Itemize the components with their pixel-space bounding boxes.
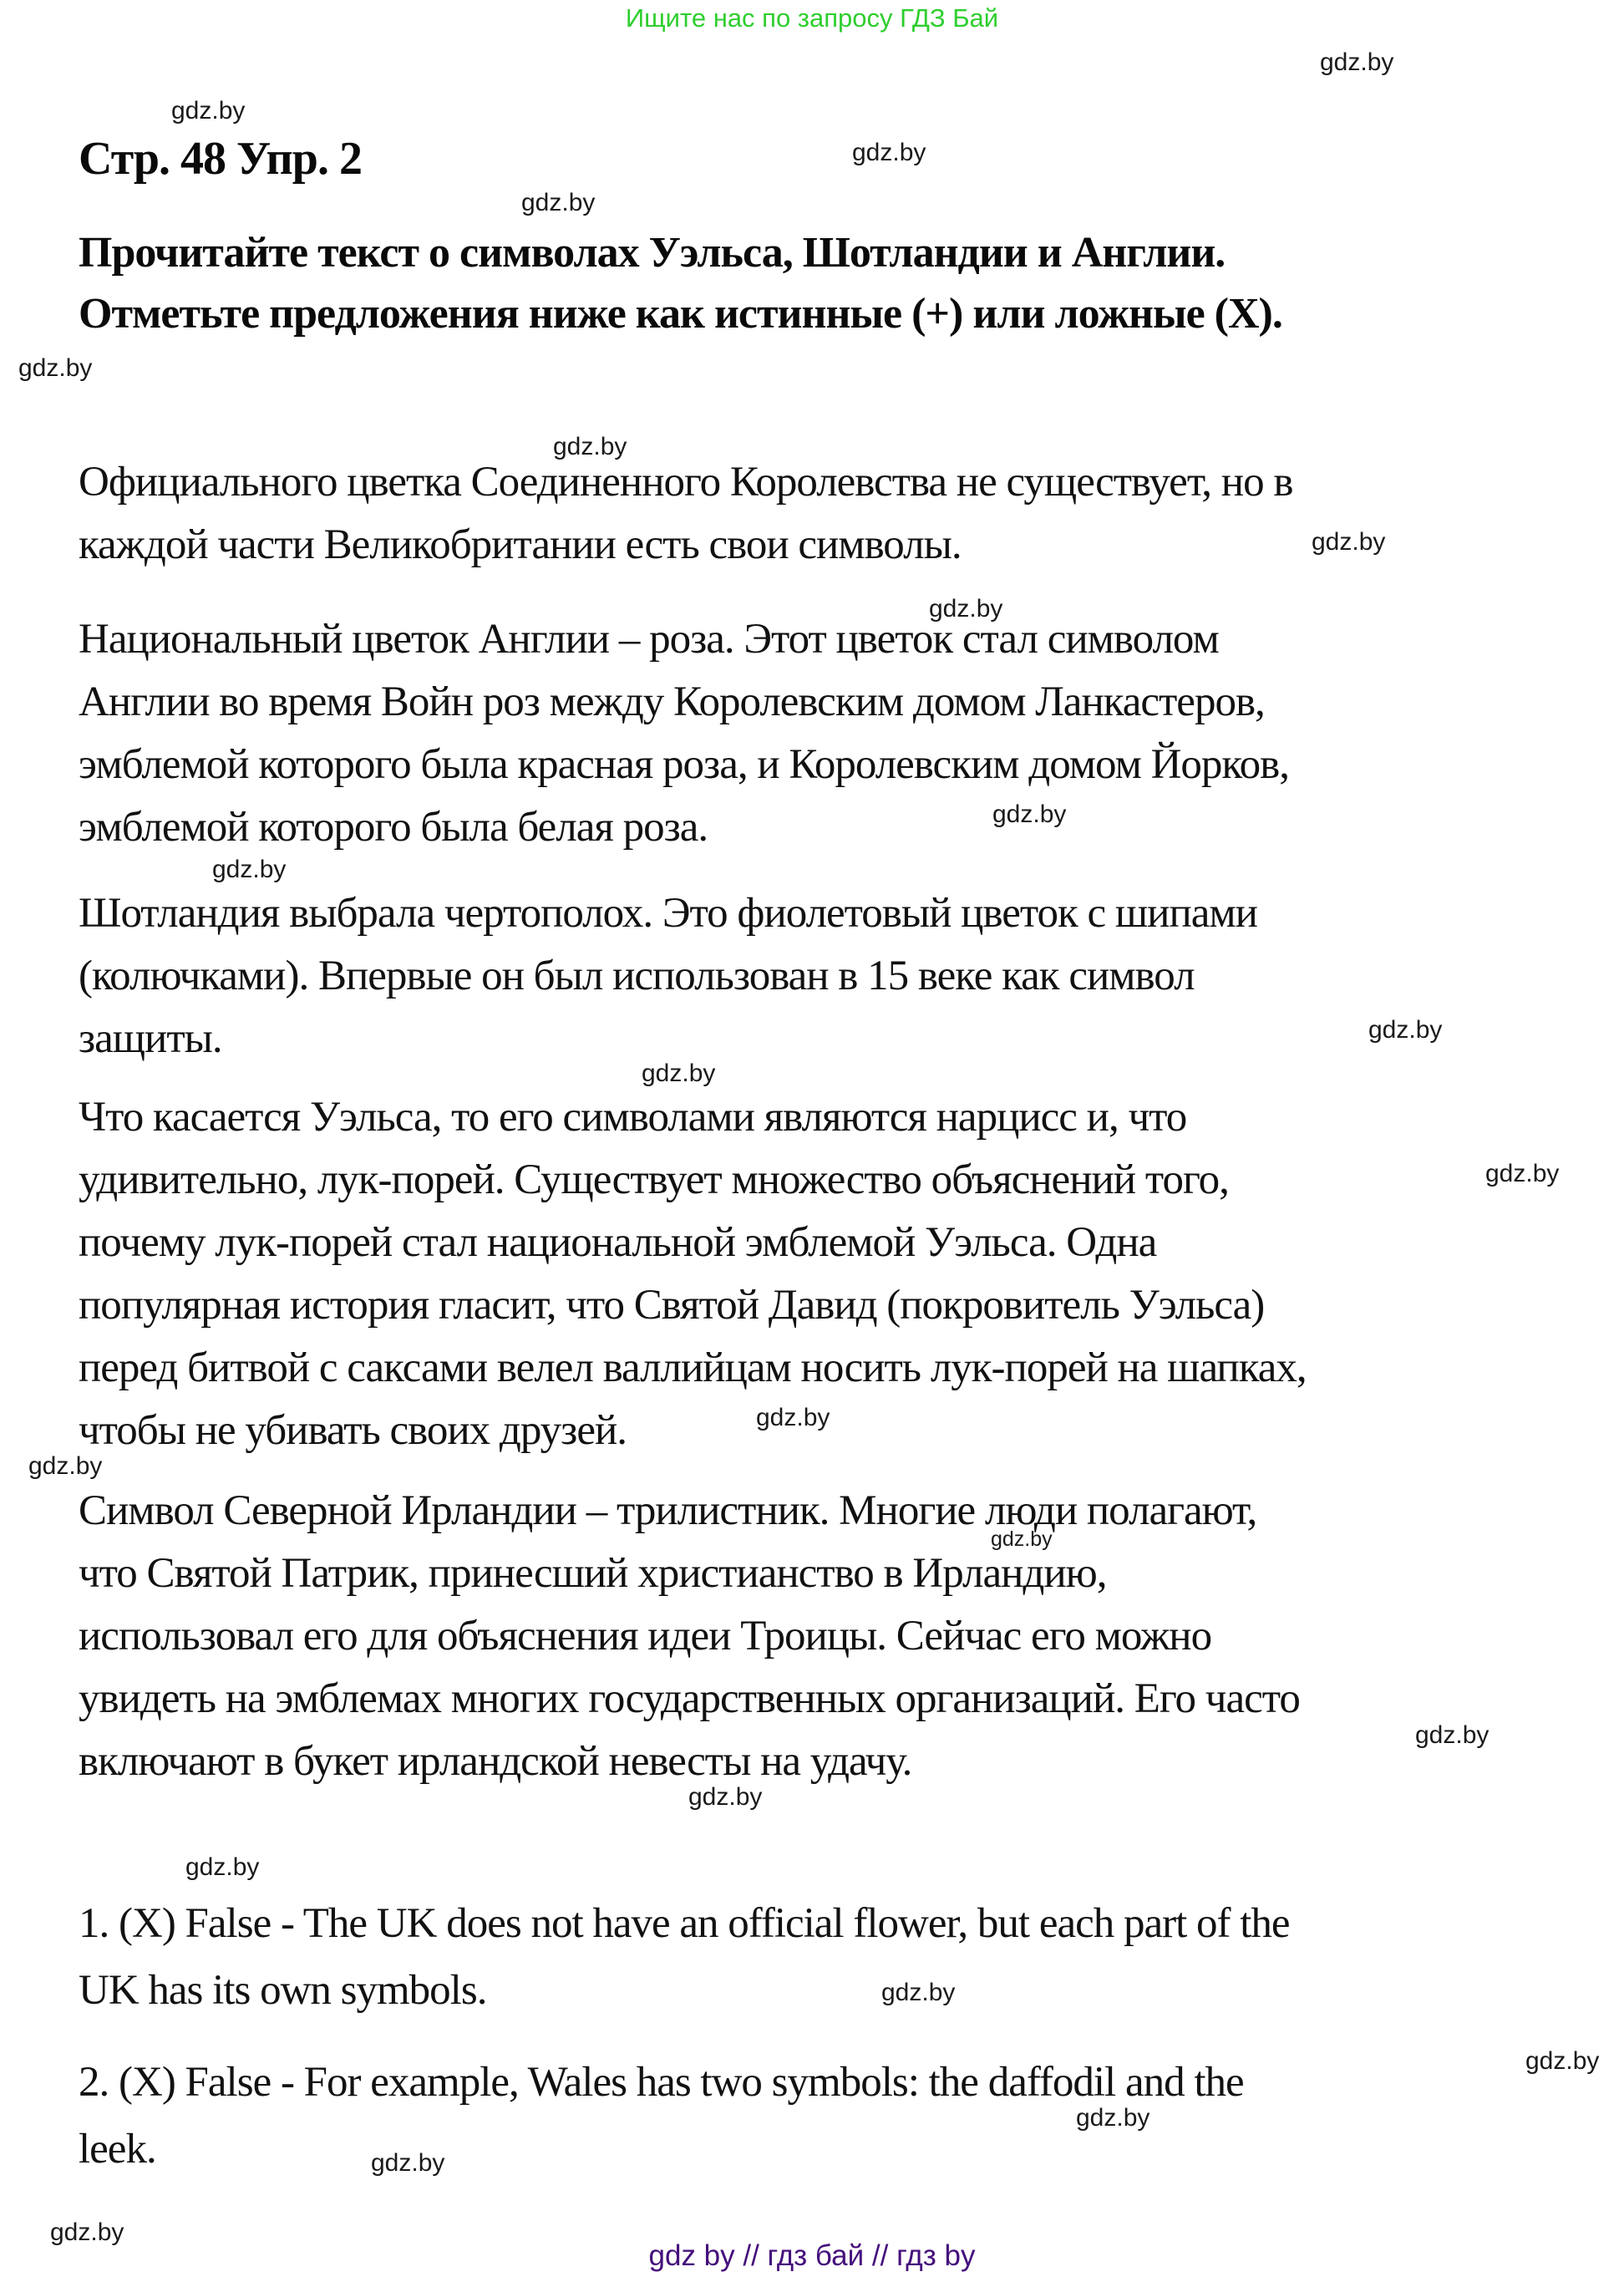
gdz-watermark: gdz.by: [1312, 528, 1386, 556]
gdz-watermark: gdz.by: [50, 2218, 124, 2246]
gdz-watermark: gdz.by: [1076, 2104, 1150, 2132]
answer-1: [79, 1890, 1290, 2024]
paragraph-line: популярная история гласит, что Святой Давид (покровитель Уэльса): [79, 1282, 1265, 1329]
paragraph-line: включают в букет ирландской невесты на удачу.: [79, 1738, 912, 1785]
paragraph-line: увидеть на эмблемах многих государственных организаций. Его часто: [79, 1675, 1300, 1722]
task-heading-line: Прочитайте текст о символах Уэльса, Шотландии и Англии.: [79, 229, 1226, 277]
paragraph-line: удивительно, лук-порей. Существует множество объяснений того,: [79, 1156, 1229, 1203]
footer-links: gdz by // гдз бай // гдз by: [648, 2239, 976, 2272]
task-heading: [79, 222, 1282, 344]
task-heading-line: Отметьте предложения ниже как истинные (+) или ложные (X).: [79, 290, 1282, 338]
paragraph-line: эмблемой которого была красная роза, и Королевским домом Йорков,: [79, 741, 1289, 788]
gdz-watermark: gdz.by: [1485, 1160, 1560, 1187]
paragraph-scotland-thistle: [79, 882, 1257, 1070]
paragraph-line: чтобы не убивать своих друзей.: [79, 1407, 627, 1454]
paragraph-line: Шотландия выбрала чертополох. Это фиолетовый цветок с шипами: [79, 890, 1257, 937]
gdz-watermark: gdz.by: [688, 1783, 763, 1811]
paragraph-line: использовал его для объяснения идеи Троицы. Сейчас его можно: [79, 1613, 1212, 1659]
paragraph-line: Англии во время Войн роз между Королевским домом Ланкастеров,: [79, 679, 1265, 725]
gdz-watermark: gdz.by: [371, 2149, 445, 2177]
answer-line: leek.: [79, 2126, 156, 2173]
paragraph-uk-flower: [79, 451, 1292, 577]
paragraph-line: каждой части Великобритании есть свои символы.: [79, 521, 962, 568]
paragraph-wales-leek: [79, 1086, 1307, 1462]
paragraph-line: эмблемой которого была белая роза.: [79, 804, 708, 851]
paragraph-england-rose: [79, 608, 1289, 859]
answer-line: 1. (X) False - The UK does not have an official flower, but each part of the: [79, 1900, 1290, 1947]
paragraph-ireland-shamrock: [79, 1480, 1300, 1793]
page-title: Стр. 48 Упр. 2: [79, 133, 362, 185]
paragraph-line: Официального цветка Соединенного Королевства не существует, но в: [79, 459, 1293, 506]
gdz-watermark: gdz.by: [521, 189, 596, 216]
paragraph-line: перед битвой с саксами велел валлийцам носить лук-порей на шапках,: [79, 1344, 1307, 1391]
answer-line: UK has its own symbols.: [79, 1967, 487, 2014]
promo-banner: Ищите нас по запросу ГДЗ Бай: [625, 3, 999, 33]
gdz-watermark: gdz.by: [1525, 2047, 1600, 2075]
paragraph-line: что Святой Патрик, принесший христианство в Ирландию,: [79, 1550, 1107, 1597]
gdz-watermark: gdz.by: [642, 1060, 716, 1087]
answer-line: 2. (X) False - For example, Wales has two symbols: the daffodil and the: [79, 2059, 1244, 2106]
paragraph-line: защиты.: [79, 1015, 222, 1062]
gdz-watermark: gdz.by: [991, 1527, 1053, 1551]
gdz-watermark: gdz.by: [171, 97, 246, 125]
gdz-watermark: gdz.by: [929, 595, 1003, 623]
gdz-watermark: gdz.by: [881, 1979, 956, 2006]
paragraph-line: Национальный цветок Англии – роза. Этот цветок стал символом: [79, 616, 1219, 663]
gdz-watermark: gdz.by: [28, 1452, 103, 1480]
paragraph-line: почему лук-порей стал национальной эмблемой Уэльса. Одна: [79, 1219, 1157, 1266]
paragraph-line: (колючками). Впервые он был использован в 15 веке как символ: [79, 953, 1195, 999]
paragraph-line: Что касается Уэльса, то его символами являются нарцисс и, что: [79, 1094, 1187, 1141]
gdz-watermark: gdz.by: [553, 433, 627, 460]
gdz-watermark: gdz.by: [852, 139, 926, 166]
gdz-watermark: gdz.by: [1415, 1721, 1490, 1749]
answer-2: [79, 2049, 1244, 2183]
gdz-watermark: gdz.by: [18, 354, 93, 382]
paragraph-line: Символ Северной Ирландии – трилистник. Многие люди полагают,: [79, 1487, 1257, 1534]
gdz-watermark: gdz.by: [212, 856, 287, 883]
gdz-watermark: gdz.by: [1368, 1016, 1443, 1044]
gdz-watermark: gdz.by: [992, 800, 1067, 828]
gdz-watermark: gdz.by: [756, 1404, 830, 1431]
gdz-watermark: gdz.by: [185, 1853, 260, 1881]
gdz-watermark: gdz.by: [1320, 48, 1394, 76]
